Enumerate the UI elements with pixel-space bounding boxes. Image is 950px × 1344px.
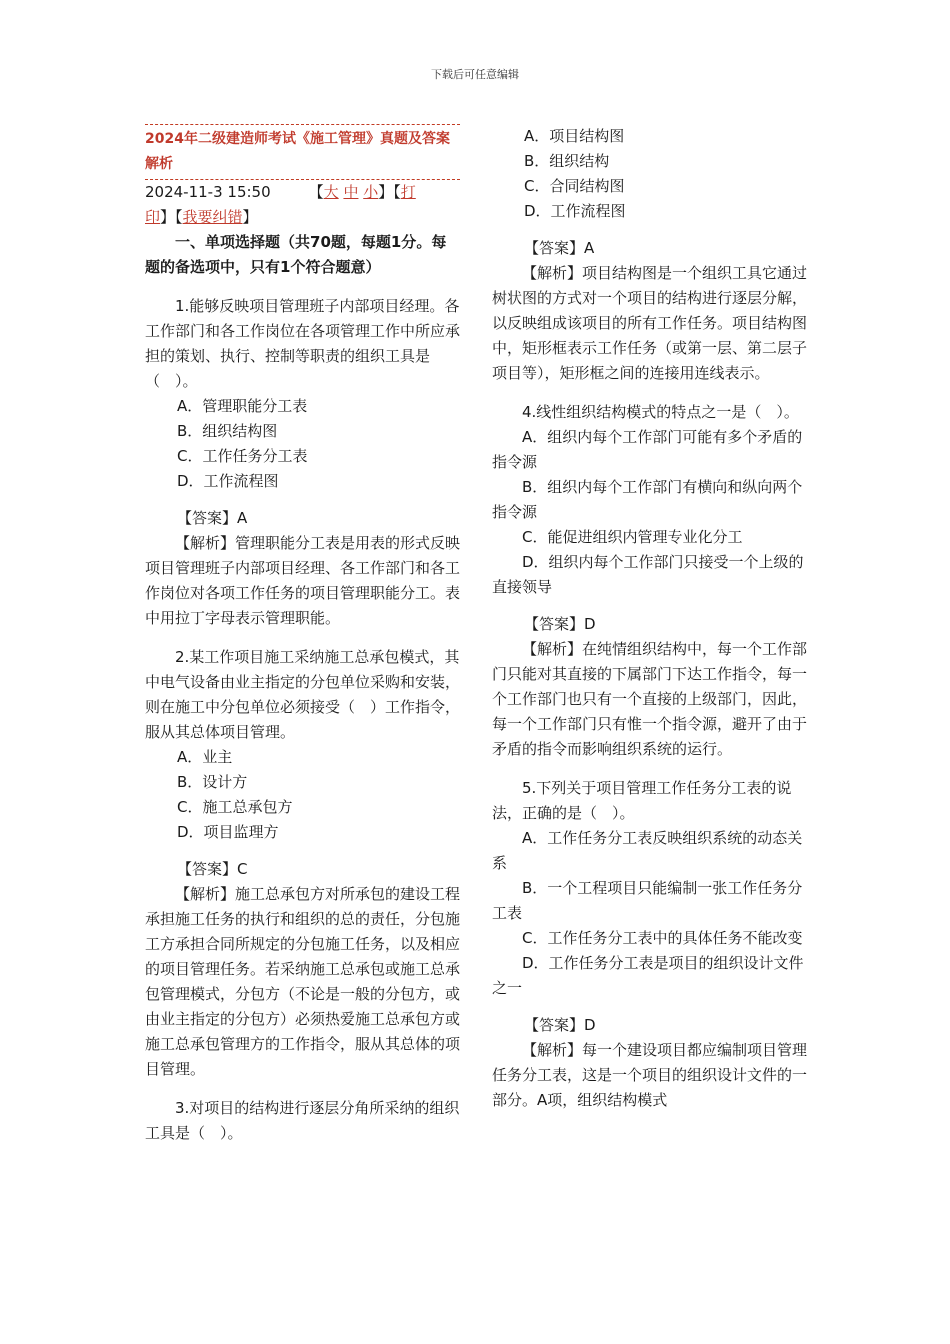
right-column	[492, 124, 808, 1113]
option: A．管理职能分工表	[177, 397, 308, 415]
explanation: 【解析】管理职能分工表是用表的形式反映项目管理班子内部项目经理、各工作部门和各工作岗位对各项工作任务的项目管理职能分工。表中用拉丁字母表示管理职能。	[145, 534, 461, 627]
bracket: 】	[242, 208, 258, 226]
option: B．组织内每个工作部门有横向和纵向两个指令源	[492, 478, 803, 521]
article-title: 2024年二级建造师考试《施工管理》真题及答案解析	[145, 124, 460, 180]
option: D．工作任务分工表是项目的组织设计文件之一	[492, 954, 804, 997]
option: A．项目结构图	[524, 127, 625, 145]
question-1	[145, 294, 460, 631]
question-stem: 5.下列关于项目管理工作任务分工表的说法，正确的是（ ）。	[492, 779, 792, 822]
article-date: 2024-11-3 15:50	[145, 183, 271, 201]
left-column	[145, 124, 460, 1146]
option: D．项目监理方	[177, 823, 279, 841]
explanation: 【解析】在纯情组织结构中，每一个工作部门只能对其直接的下属部门下达工作指令，每一个工作部门也只有一个直接的上级部门，因此，每一个工作部门只有惟一个指令源，避开了由于矛盾的指令而影响组织系统的运行。	[492, 640, 808, 758]
option: D．组织内每个工作部门只接受一个上级的直接领导	[492, 553, 804, 596]
option: A．工作任务分工表反映组织系统的动态关系	[492, 829, 803, 872]
answer: 【答案】A	[524, 239, 595, 257]
explanation: 【解析】每一个建设项目都应编制项目管理任务分工表，这是一个项目的组织设计文件的一部分。A项，组织结构模式	[492, 1041, 808, 1109]
bracket: 【	[308, 183, 324, 201]
option: C．工作任务分工表中的具体任务不能改变	[522, 929, 803, 947]
print-link-part: 打	[400, 183, 416, 201]
bracket: 】【	[160, 208, 183, 226]
answer: 【答案】A	[177, 509, 248, 527]
explanation: 【解析】项目结构图是一个组织工具它通过树状图的方式对一个项目的结构进行逐层分解，以反映组成该项目的所有工作任务。项目结构图中，矩形框表示工作任务（或第一层、第二层子项目等），矩形框之间的连接用连线表示。	[492, 264, 808, 382]
option: B．一个工程项目只能编制一张工作任务分工表	[492, 879, 803, 922]
option: C．工作任务分工表	[177, 447, 308, 465]
option: D．工作流程图	[524, 202, 626, 220]
bracket: 】【	[378, 183, 401, 201]
page-header: 下载后可任意编辑	[431, 68, 519, 81]
question-stem: 2.某工作项目施工采纳施工总承包模式，其中电气设备由业主指定的分包单位采购和安装，则在施工中分包单位必须接受（ ）工作指令，服从其总体项目管理。	[145, 648, 461, 741]
option: A．组织内每个工作部门可能有多个矛盾的指令源	[492, 428, 803, 471]
answer: 【答案】D	[524, 1016, 596, 1034]
question-stem: 4.线性组织结构模式的特点之一是（ ）。	[522, 403, 799, 421]
explanation: 【解析】施工总承包方对所承包的建设工程承担施工任务的执行和组织的总的责任，分包施工方承担合同所规定的分包施工任务，以及相应的项目管理任务。若采纳施工总承包或施工总承包管理模式，分包方（不论是一般的分包方，或由业主指定的分包方）必须热爱施工总承包方或施工总承包管理方的工作指令，服从其总体的项目管理。	[145, 885, 461, 1078]
question-4	[492, 400, 808, 762]
option: B．组织结构图	[177, 422, 278, 440]
font-size-medium-link[interactable]: 中	[343, 183, 359, 201]
question-stem: 3.对项目的结构进行逐层分角所采纳的组织工具是（ ）。	[145, 1099, 460, 1142]
option: C．施工总承包方	[177, 798, 293, 816]
option: D．工作流程图	[177, 472, 279, 490]
option: B．组织结构	[524, 152, 610, 170]
answer: 【答案】D	[524, 615, 596, 633]
option: A．业主	[177, 748, 233, 766]
question-5	[492, 776, 808, 1113]
question-3	[145, 1096, 460, 1146]
font-size-small-link[interactable]: 小	[363, 183, 379, 201]
print-link-part: 印	[145, 208, 161, 226]
option: C．能促进组织内管理专业化分工	[522, 528, 743, 546]
font-size-large-link[interactable]: 大	[323, 183, 339, 201]
section-heading: 一、单项选择题（共70题，每题1分。每题的备选项中，只有1个符合题意）	[145, 233, 447, 276]
option: B．设计方	[177, 773, 248, 791]
answer: 【答案】C	[177, 860, 248, 878]
question-stem: 1.能够反映项目管理班子内部项目经理。各工作部门和各工作岗位在各项管理工作中所应承担的策划、执行、控制等职责的组织工具是（ ）。	[145, 297, 461, 390]
question-2	[145, 645, 460, 1082]
article-meta	[145, 180, 460, 230]
report-error-link[interactable]: 我要纠错	[182, 208, 243, 226]
option: C．合同结构图	[524, 177, 625, 195]
